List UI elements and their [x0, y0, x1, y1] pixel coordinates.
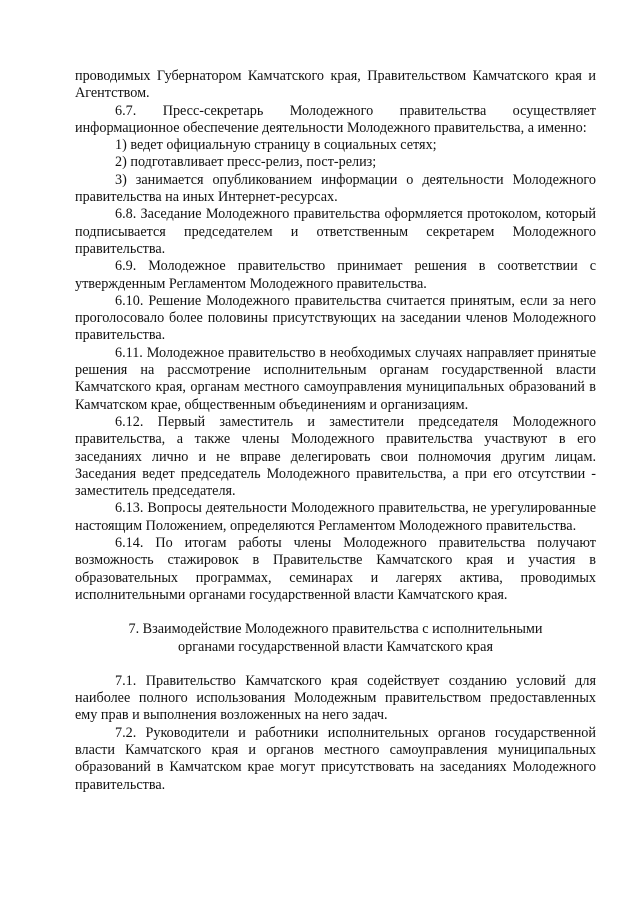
paragraph-7-2: 7.2. Руководители и работники исполнительных органов государственной власти Камчатского края и органов местного самоуправления муниципальных образований в Камчатском крае могут присутствовать на заседаниях Молодежного правительства.	[75, 724, 596, 793]
paragraph-6-14: 6.14. По итогам работы члены Молодежного правительства получают возможность стажировок в Правительстве Камчатского края и участия в образовательных программах, семинарах и лагерях актива, проводимых исполнительными органами государственной власти Камчатского края.	[75, 535, 596, 603]
paragraph-6-9: 6.9. Молодежное правительство принимает решения в соответствии с утвержденным Регламентом Молодежного правительства.	[75, 258, 596, 292]
paragraph-6-7: 6.7. Пресс-секретарь Молодежного правительства осуществляет информационное обеспечение деятельности Молодежного правительства, а именно:	[75, 102, 596, 136]
list-item-1: 1) ведет официальную страницу в социальных сетях;	[115, 137, 437, 154]
list-item-2: 2) подготавливает пресс-релиз, пост-релиз;	[115, 154, 377, 171]
paragraph-6-10: 6.10. Решение Молодежного правительства считается принятым, если за него проголосовало более половины присутствующих на заседании членов Молодежного правительства.	[75, 292, 596, 344]
paragraphs-after	[75, 673, 596, 794]
paragraph-6-11: 6.11. Молодежное правительство в необходимых случаях направляет принятые решения на рассмотрение исполнительным органам государственной власти Камчатского края, органам местного самоуправления муниципальных образований в Камчатском крае, общественным объединениям и организациям.	[75, 344, 596, 413]
paragraphs-before	[75, 68, 596, 604]
section-heading-line-2: органами государственной власти Камчатского края	[178, 638, 493, 655]
section-heading-line-1: 7. Взаимодействие Молодежного правительства с исполнительными	[128, 621, 543, 638]
paragraph-continuation: проводимых Губернатором Камчатского края, Правительством Камчатского края и Агентством.	[75, 68, 596, 102]
section-heading	[75, 621, 596, 656]
paragraph-6-12: 6.12. Первый заместитель и заместители председателя Молодежного правительства, а также члены Молодежного правительства участвуют в его заседаниях лично и не вправе делегировать свои полномочия другим лицам. Заседания ведет председатель Молодежного правительства, а при его отсутствии - заместитель председателя.	[75, 413, 596, 500]
document-page	[75, 68, 596, 794]
list-item-3: 3) занимается опубликованием информации о деятельности Молодежного правительства на иных Интернет-ресурсах.	[75, 171, 596, 206]
paragraph-6-8: 6.8. Заседание Молодежного правительства оформляется протоколом, который подписывается председателем и ответственным секретарем Молодежного правительства.	[75, 206, 596, 257]
paragraph-6-13: 6.13. Вопросы деятельности Молодежного правительства, не урегулированные настоящим Положением, определяются Регламентом Молодежного правительства.	[75, 500, 596, 534]
paragraph-7-1: 7.1. Правительство Камчатского края содействует созданию условий для наиболее полного использования Молодежным правительством предоставленных ему прав и выполнения возложенных на него задач.	[75, 672, 596, 724]
